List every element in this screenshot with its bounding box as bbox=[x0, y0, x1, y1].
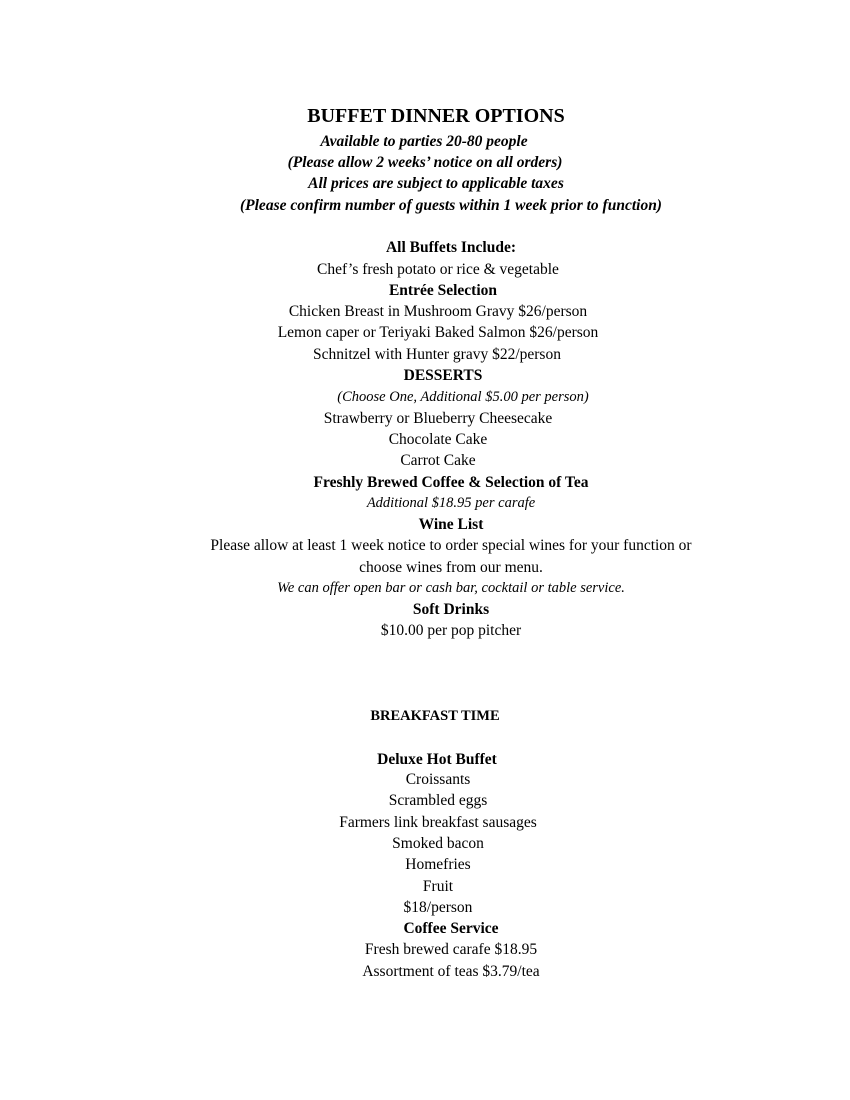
dessert-item: Carrot Cake bbox=[400, 452, 476, 469]
subtitle-line: (Please allow 2 weeks’ notice on all orders) bbox=[287, 154, 563, 171]
includes-text: Chef’s fresh potato or rice & vegetable bbox=[317, 261, 559, 278]
desserts-note: (Choose One, Additional $5.00 per person) bbox=[337, 389, 589, 405]
wine-text: Please allow at least 1 week notice to order special wines for your function or bbox=[210, 537, 692, 554]
deluxe-item: Smoked bacon bbox=[392, 835, 484, 852]
deluxe-item: Croissants bbox=[405, 771, 471, 788]
deluxe-heading: Deluxe Hot Buffet bbox=[377, 751, 497, 768]
wine-note: We can offer open bar or cash bar, cocktail or table service. bbox=[277, 580, 625, 596]
breakfast-title: BREAKFAST TIME bbox=[370, 708, 500, 724]
coffee-tea-note: Additional $18.95 per carafe bbox=[366, 495, 536, 511]
entree-item: Lemon caper or Teriyaki Baked Salmon $26/person bbox=[277, 324, 599, 341]
coffee-service-item: Fresh brewed carafe $18.95 bbox=[364, 941, 538, 958]
subtitle-line: All prices are subject to applicable taxes bbox=[308, 175, 564, 192]
deluxe-item: Scrambled eggs bbox=[388, 792, 488, 809]
wine-text: choose wines from our menu. bbox=[359, 559, 543, 576]
deluxe-price: $18/person bbox=[403, 899, 473, 916]
soft-drinks-text: $10.00 per pop pitcher bbox=[380, 622, 522, 639]
includes-heading: All Buffets Include: bbox=[385, 239, 517, 256]
coffee-tea-heading: Freshly Brewed Coffee & Selection of Tea bbox=[313, 474, 589, 491]
deluxe-item: Homefries bbox=[405, 856, 471, 873]
desserts-heading: DESSERTS bbox=[403, 367, 483, 384]
coffee-service-item: Assortment of teas $3.79/tea bbox=[362, 963, 540, 980]
dessert-item: Strawberry or Blueberry Cheesecake bbox=[323, 410, 553, 427]
entree-item: Schnitzel with Hunter gravy $22/person bbox=[313, 346, 561, 363]
subtitle-line: Available to parties 20-80 people bbox=[320, 133, 528, 150]
soft-drinks-heading: Soft Drinks bbox=[412, 601, 490, 618]
coffee-service-heading: Coffee Service bbox=[403, 920, 499, 937]
deluxe-item: Farmers link breakfast sausages bbox=[339, 814, 537, 831]
deluxe-item: Fruit bbox=[422, 878, 454, 895]
subtitle-line: (Please confirm number of guests within 1 week prior to function) bbox=[240, 197, 662, 214]
wine-heading: Wine List bbox=[418, 516, 484, 533]
entree-item: Chicken Breast in Mushroom Gravy $26/person bbox=[288, 303, 588, 320]
entree-heading: Entrée Selection bbox=[388, 282, 498, 299]
dessert-item: Chocolate Cake bbox=[388, 431, 488, 448]
page-title: BUFFET DINNER OPTIONS bbox=[307, 105, 565, 127]
